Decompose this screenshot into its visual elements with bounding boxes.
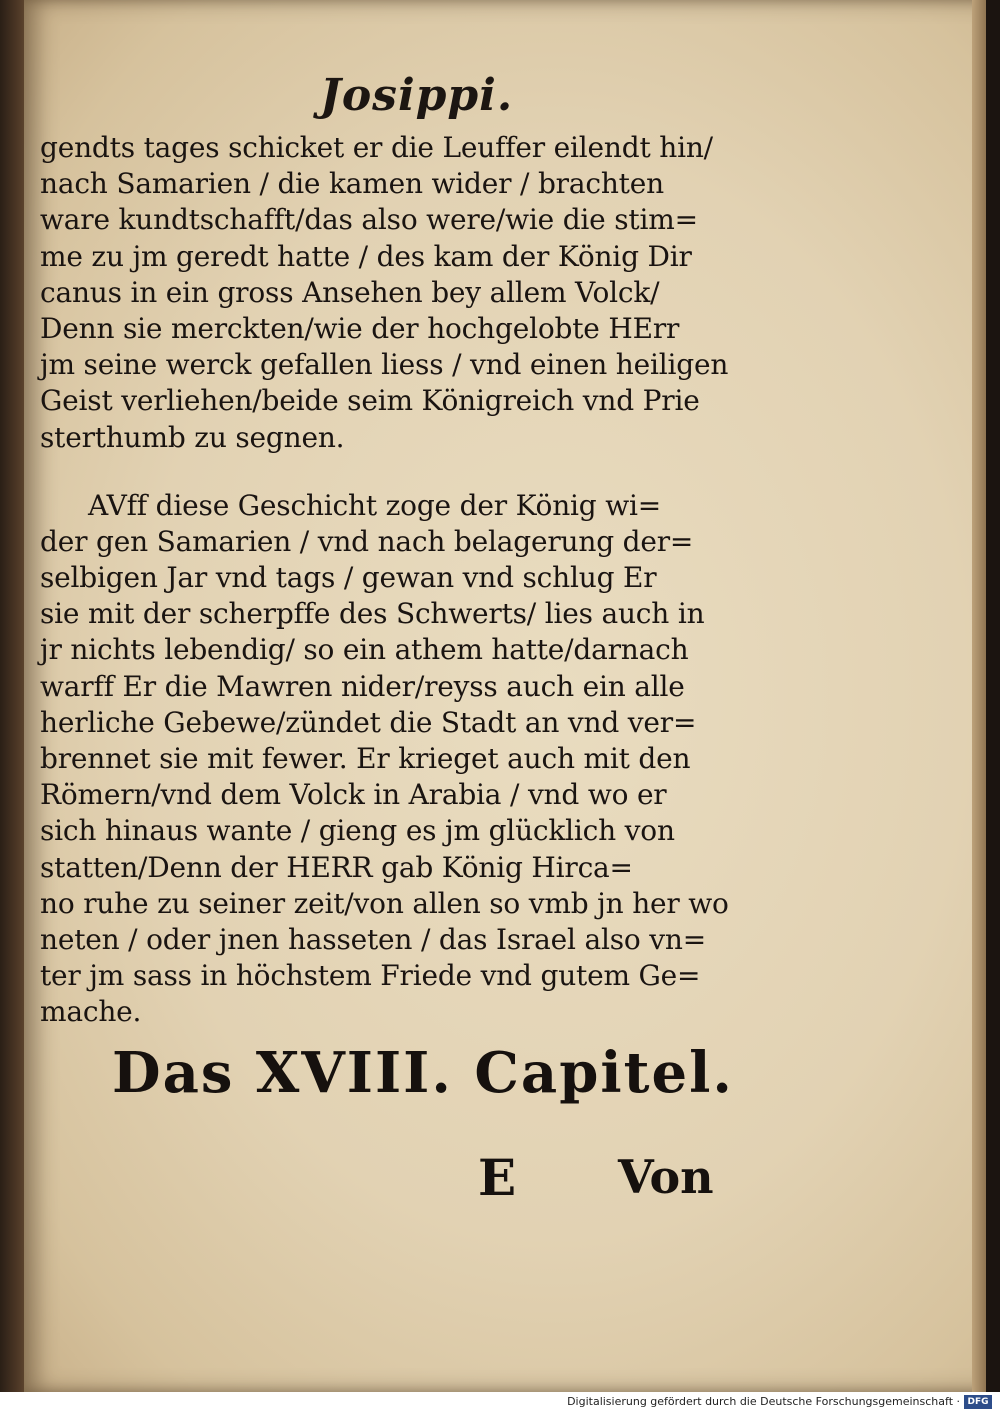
text-line: herliche Gebewe/zündet die Stadt an vnd ver= <box>40 705 697 739</box>
text-line: neten / oder jnen hasseten / das Israel also vn= <box>40 922 706 956</box>
text-line: Römern/vnd dem Volck in Arabia / vnd wo er <box>40 778 667 812</box>
paragraph-1 <box>40 130 729 456</box>
digitization-footer <box>0 1392 1000 1414</box>
text-line: brennet sie mit fewer. Er krieget auch mit den <box>40 742 691 775</box>
funding-credit: Digitalisierung gefördert durch die Deutsche Forschungsgemeinschaft · <box>567 1395 960 1408</box>
catchword: Von <box>618 1150 714 1204</box>
text-line: jm seine werck gefallen liess / vnd einen heiligen <box>40 348 729 382</box>
text-line: sterthumb zu segnen. <box>40 420 345 454</box>
running-head: Josippi. <box>320 70 514 121</box>
chapter-heading: Das XVIII. Capitel. <box>112 1040 734 1106</box>
text-line: sie mit der scherpffe des Schwerts/ lies auch in <box>40 597 705 631</box>
text-line: jr nichts lebendig/ so ein athem hatte/darnach <box>40 633 689 667</box>
text-line: gendts tages schicket er die Leuffer eilendt hin/ <box>40 131 713 164</box>
text-line: Denn sie merckten/wie der hochgelobte HErr <box>40 311 680 345</box>
text-line: me zu jm geredt hatte / des kam der König Dir <box>40 239 692 273</box>
text-line: der gen Samarien / vnd nach belagerung der= <box>40 524 694 558</box>
text-line: AVff diese Geschicht zoge der König wi= <box>88 488 662 522</box>
text-line: selbigen Jar vnd tags / gewan vnd schlug Er <box>40 561 657 595</box>
text-line: nach Samarien / die kamen wider / brachten <box>40 167 664 201</box>
text-line: Geist verliehen/beide seim Königreich vnd Prie <box>40 384 700 418</box>
text-line: mache. <box>40 995 142 1029</box>
text-line: sich hinaus wante / gieng es jm glücklich von <box>40 814 675 848</box>
paragraph-2 <box>40 488 729 1031</box>
text-line: ter jm sass in höchstem Friede vnd gutem Ge= <box>40 959 701 993</box>
paragraph-gap <box>40 456 720 488</box>
text-line: ware kundtschafft/das also were/wie die stim= <box>40 203 698 237</box>
text-line: no ruhe zu seiner zeit/von allen so vmb jn her wo <box>40 886 729 920</box>
dfg-logo: DFG <box>964 1395 992 1409</box>
body-text <box>40 130 729 1031</box>
text-line: canus in ein gross Ansehen bey allem Volck/ <box>40 275 660 309</box>
page-edge <box>972 0 986 1392</box>
text-line: warff Er die Mawren nider/reyss auch ein alle <box>40 669 685 703</box>
catchword-initial: E <box>478 1148 517 1207</box>
text-line: statten/Denn der HERR gab König Hirca= <box>40 850 633 884</box>
